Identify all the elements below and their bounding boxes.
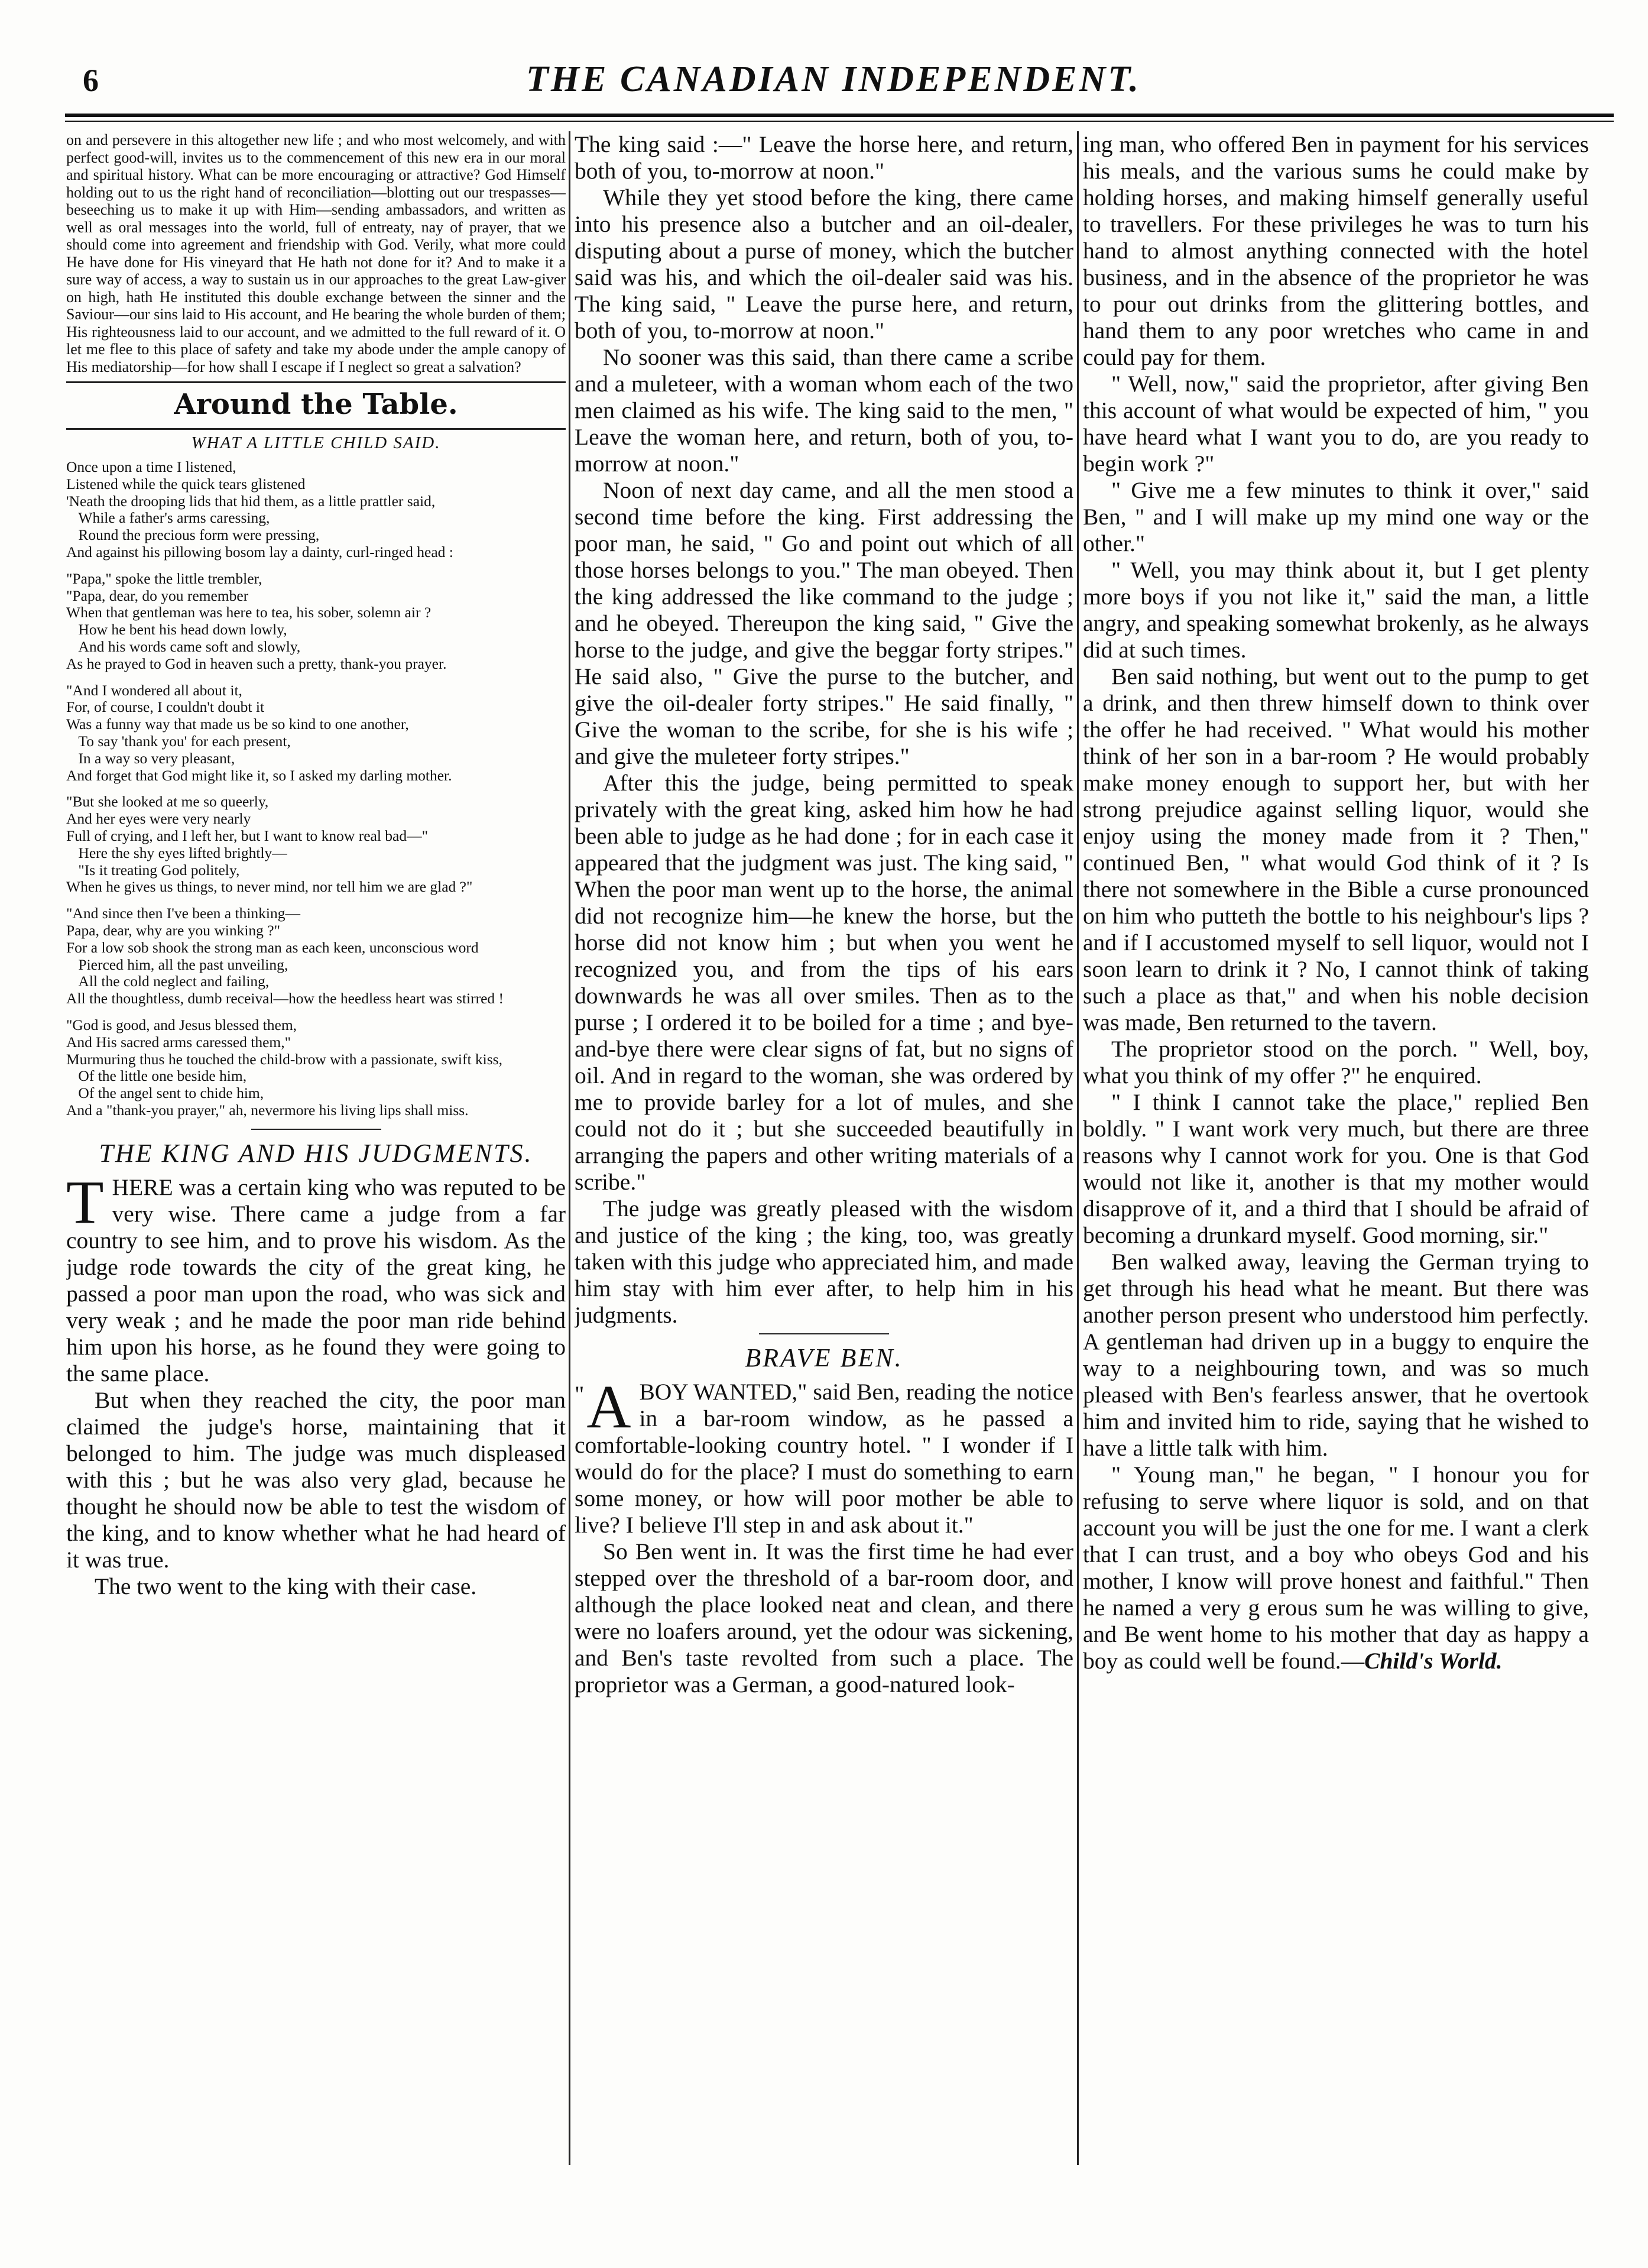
separator-rule [251, 1129, 381, 1130]
story-paragraph: So Ben went in. It was the first time he had ever stepped over the threshold of a bar-room door, and although the place looked neat and clean, and there were no loafers around, yet the odour was sickening, and Ben's taste revolted from such a place. The proprietor was a German, a good-natured look- [575, 1538, 1073, 1697]
poem-line: And against his pillowing bosom lay a dainty, curl-ringed head : [66, 543, 453, 560]
poem-line: And her eyes were very nearly [66, 810, 251, 828]
story-body [66, 1168, 566, 1600]
story-paragraph: " Well, now," said the proprietor, after giving Ben this account of what would be expected of him, " you have heard what I want you to do, are you ready to begin work ?" [1083, 371, 1589, 477]
column-divider [569, 131, 570, 2165]
poem-line: Of the little one beside him, [78, 1067, 247, 1085]
poem-line: "Is it treating God politely, [78, 861, 240, 879]
poem-line: Papa, dear, why are you winking ?" [66, 921, 281, 939]
poem-line: And forget that God might like it, so I asked my darling mother. [66, 766, 452, 784]
poem-stanza [66, 459, 566, 561]
open-quote: " [575, 1381, 585, 1408]
poem-line: Round the precious form were pressing, [78, 526, 320, 544]
poem-line: To say 'thank you' for each present, [78, 732, 291, 750]
story-text: BOY WANTED," said Ben, reading the notice in a bar-room window, as he passed a comfortable-looking country hotel. " I wonder if I would do for the place? I must do something to earn some money, or how will poor mother be able to live? I believe I'll step in and ask about it." [575, 1379, 1073, 1538]
story-paragraph [1083, 1462, 1589, 1674]
poem-line: Was a funny way that made us be so kind to one another, [66, 715, 409, 733]
poem-line: How he bent his head down lowly, [78, 621, 287, 639]
story-paragraph: While they yet stood before the king, there came into his presence also a butcher and an oil-dealer, disputing about a purse of money, which the butcher said was his, and which the oil-dealer said was his. The king said, " Leave the purse here, and return, both of you, to-morrow at noon." [575, 184, 1073, 344]
story-paragraph: Noon of next day came, and all the men stood a second time before the king. First addressing the poor man, he said, " Go and point out which of all those horses belongs to you." The man obeyed. Then the king addressed the like command to the judge ; and he obeyed. Thereupon the king said, " Give the horse to the judge, and give the beggar forty stripes." He said also, " Give the purse to the butcher, and give the oil-dealer forty stripes." He said finally, " Give the woman to the scribe, for she is his wife ; and give the muleteer forty stripes." [575, 477, 1073, 769]
story-continuation [575, 131, 1073, 1329]
story-title: THE KING AND HIS JUDGMENTS. [99, 1138, 533, 1168]
story-title: BRAVE BEN. [745, 1343, 903, 1372]
poem-line: And a "thank-you prayer," ah, nevermore his living lips shall miss. [66, 1101, 469, 1119]
poem-stanza [66, 682, 566, 785]
story-paragraph: " I think I cannot take the place," replied Ben boldly. " I want work very much, but there are three reasons why I cannot work for you. One is that God would not like it, another is that my mother would disapprove of it, and a third that I should be afraid of becoming a drunkard myself. Good morning, sir." [1083, 1089, 1589, 1248]
article-paragraph: on and persevere in this altogether new life ; and who most welcomely, and with perfect good-will, invites us to the commencement of this new era in our moral and spiritual history. What can be more encouraging or attractive? God Himself holding out to us the right hand of reconciliation—blotting out our trespasses—beseeching us to make it up with Him—sending ambassadors, and written as well as oral messages into the world, full of entreaty, nay of prayer, that we should come into agreement and friendship with God. Verily, what more could He have done for His vineyard that He hath not done for it? And to make it a sure way of access, a way to sustain us in our approaches to the great Law-giver on high, hath He instituted this double exchange between the sinner and the Saviour—our sins laid to His account, and He bearing the whole burden of them; His righteousness laid to our account, and we admitted to the full reward of it. O let me flee to this place of safety and take my abode under the ample canopy of His mediatorship—for how shall I escape if I neglect so great a salvation? [66, 131, 566, 375]
column-divider [1077, 131, 1079, 2165]
poem-line: Listened while the quick tears glistened [66, 475, 306, 493]
story-body [575, 1373, 1073, 1698]
poem-line: In a way so very pleasant, [78, 749, 235, 767]
page-number: 6 [83, 63, 99, 98]
poem-line: Once upon a time I listened, [66, 458, 236, 475]
poem-line: "Papa, dear, do you remember [66, 587, 249, 604]
story-paragraph: ing man, who offered Ben in payment for his services his meals, and the various sums he could make by holding horses, and making himself generally useful to travellers. For these privileges he was to turn his hand to almost anything connected with the hotel business, and in the absence of the proprietor he was to pour out drinks from the glittering bottles, and hand them to any poor wretches who came in and could pay for them. [1083, 131, 1589, 370]
poem-line: And His sacred arms caressed them," [66, 1033, 291, 1051]
poem-line: Full of crying, and I left her, but I want to know real bad—" [66, 827, 429, 844]
poem-line: As he prayed to God in heaven such a pretty, thank-you prayer. [66, 655, 447, 672]
header-rule-thin [65, 121, 1614, 122]
poem-line: Here the shy eyes lifted brightly— [78, 844, 287, 861]
poem-title: WHAT A LITTLE CHILD SAID. [191, 433, 441, 452]
section-rule [66, 428, 566, 430]
section-rule [66, 381, 566, 383]
page-header [59, 56, 1608, 103]
poem-line: "And since then I've been a thinking— [66, 905, 300, 922]
story-text: " Young man," he began, " I honour you for refusing to serve where liquor is sold, and on that account you will be just the one for me. I want a clerk that I can trust, and a boy who obeys God and his mother, I know will prove honest and faithful." Then he named a very g erous sum he was willing to give, and Be went home to his mother that day as happy a boy as could well be found.— [1083, 1462, 1589, 1674]
poem [66, 459, 566, 1119]
masthead: THE CANADIAN INDEPENDENT. [526, 59, 1141, 99]
poem-line: "Papa," spoke the little trembler, [66, 569, 262, 587]
byline: Child's World. [1364, 1648, 1503, 1674]
column-3 [1083, 131, 1589, 2212]
poem-line: When he gives us things, to never mind, nor tell him we are glad ?" [66, 878, 473, 896]
poem-stanza [66, 571, 566, 673]
section-heading: Around the Table. [174, 388, 458, 421]
story-continuation [1083, 131, 1589, 1674]
drop-cap: T [66, 1168, 104, 1236]
poem-line: Pierced him, all the past unveiling, [78, 955, 288, 973]
poem-line: Of the angel sent to chide him, [78, 1084, 264, 1102]
story-text: HERE was a certain king who was reputed to be very wise. There came a judge from a far country to see him, and to prove his wisdom. As the judge rode towards the city of the great king, he passed a poor man upon the road, who was sick and very weak ; and he made the poor man ride behind him upon his horse, as he found they were going to the same place. [66, 1174, 566, 1386]
story-paragraph: " Give me a few minutes to think it over," said Ben, " and I will make up my mind one way or the other." [1083, 477, 1589, 556]
poem-line: All the cold neglect and failing, [78, 973, 270, 990]
story-paragraph: The proprietor stood on the porch. " Well, boy, what you think of my offer ?" he enquired. [1083, 1036, 1589, 1088]
poem-stanza [66, 905, 566, 1007]
column-2 [575, 131, 1073, 2212]
story-paragraph [575, 1373, 1073, 1538]
poem-line: While a father's arms caressing, [78, 509, 270, 527]
poem-line: Murmuring thus he touched the child-brow with a passionate, swift kiss, [66, 1050, 502, 1068]
story-paragraph: Ben said nothing, but went out to the pump to get a drink, and then threw himself down to think over the offer he had received. " What would his mother think of her son in a bar-room ? He would probably make money enough to support her, but with her strong prejudice against selling liquor, would she enjoy using the money made from it ? Then," continued Ben, " what would God think of it ? Is there not somewhere in the Bible a curse pronounced on him who putteth the bottle to his neighbour's lips ? and if I accustomed myself to sell liquor, would not I soon learn to drink it ? No, I cannot think of taking such a place as that," and when his noble decision was made, Ben returned to the tavern. [1083, 663, 1589, 1035]
intro-article [66, 131, 566, 375]
poem-line: For, of course, I couldn't doubt it [66, 698, 265, 716]
story-paragraph: After this the judge, being permitted to speak privately with the great king, asked him how he had been able to judge as he had done ; for in each case it appeared that the judgment was just. The king said, " When the poor man went up to the horse, the animal did not recognize him—he knew the horse, but the horse did not know him ; but when you went he recognized you, and from the tips of his ears downwards he was all over smiles. Then as to the purse ; I ordered it to be boiled for a time ; and bye-and-bye there were clear signs of fat, but no signs of oil. And in regard to the woman, she was ordered by me to provide barley for a lot of mules, and she could not do it ; but she succeeded beautifully in arranging the papers and other writing materials of a scribe." [575, 770, 1073, 1195]
poem-line: "But she looked at me so queerly, [66, 793, 269, 811]
story-paragraph: The judge was greatly pleased with the wisdom and justice of the king ; the king, too, was greatly taken with this judge who appreciated him, and made him stay with him ever after, to help him in his judgments. [575, 1195, 1073, 1328]
poem-stanza [66, 793, 566, 896]
story-paragraph: The king said :—" Leave the horse here, and return, both of you, to-morrow at noon." [575, 131, 1073, 184]
poem-line: And his words came soft and slowly, [78, 637, 301, 655]
story-paragraph: But when they reached the city, the poor man claimed the judge's horse, maintaining that it belonged to him. The judge was much displeased with this ; but he was also very glad, because he thought he should now be able to test the wisdom of the king, and to know whether what he had heard of it was true. [66, 1386, 566, 1573]
poem-line: "And I wondered all about it, [66, 681, 242, 699]
poem-line: "God is good, and Jesus blessed them, [66, 1016, 297, 1033]
poem-stanza [66, 1017, 566, 1119]
story-paragraph: No sooner was this said, than there came a scribe and a muleteer, with a woman whom each of the two men claimed as his wife. The king said to the men, " Leave the woman here, and return, both of you, to-morrow at noon." [575, 344, 1073, 477]
separator-rule [759, 1333, 889, 1334]
story-paragraph: The two went to the king with their case. [95, 1573, 477, 1599]
poem-line: All the thoughtless, dumb receival—how the heedless heart was stirred ! [66, 990, 504, 1007]
story-paragraph: Ben walked away, leaving the German trying to get through his head what he meant. But there was another person present who understood him perfectly. A gentleman had driven up in a buggy to enquire the way to a neighbouring town, and was so much pleased with Ben's fearless answer, that he overtook him and invited him to ride, saying that he wished to have a little talk with him. [1083, 1249, 1589, 1461]
poem-line: 'Neath the drooping lids that hid them, as a little prattler said, [66, 492, 436, 510]
column-1 [66, 131, 566, 2212]
poem-line: For a low sob shook the strong man as each keen, unconscious word [66, 938, 479, 956]
poem-line: When that gentleman was here to tea, his sober, solemn air ? [66, 604, 432, 621]
story-paragraph [66, 1168, 566, 1387]
drop-cap: A [586, 1373, 631, 1441]
header-rule [65, 114, 1614, 117]
story-paragraph: " Well, you may think about it, but I get plenty more boys if you not like it," said the man, a little angry, and speaking somewhat brokenly, as he always did at such times. [1083, 557, 1589, 663]
